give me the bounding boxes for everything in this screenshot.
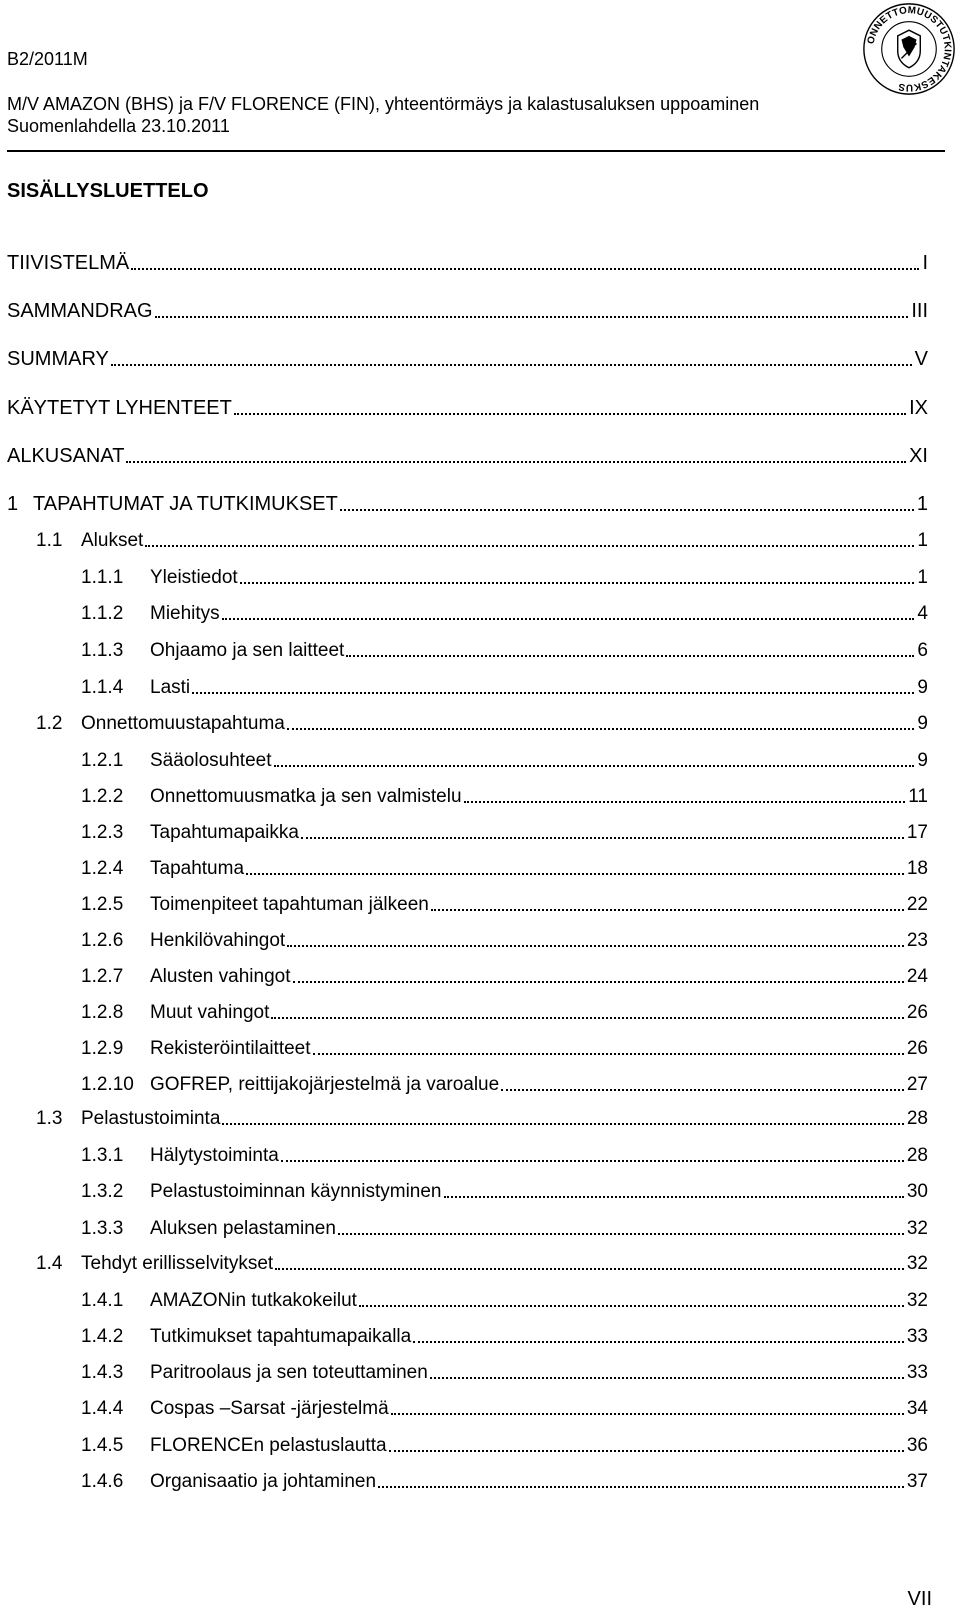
toc-entry-label: Onnettomuustapahtuma bbox=[81, 713, 285, 734]
dot-leader bbox=[430, 1377, 904, 1379]
dot-leader bbox=[340, 509, 914, 511]
toc-entry[interactable] bbox=[0, 567, 960, 593]
toc-entry-page: 33 bbox=[906, 1326, 928, 1347]
toc-entry-number: 1.3 bbox=[36, 1108, 63, 1129]
agency-seal-logo bbox=[862, 2, 956, 96]
toc-entry-line bbox=[150, 677, 928, 699]
toc-entry-line bbox=[150, 1038, 928, 1060]
dot-leader bbox=[281, 1160, 904, 1162]
dot-leader bbox=[126, 461, 906, 463]
toc-entry-line bbox=[150, 966, 928, 988]
toc-entry-page: 9 bbox=[917, 713, 928, 734]
toc-entry[interactable] bbox=[0, 1145, 960, 1171]
report-code: B2/2011M bbox=[7, 49, 88, 69]
toc-entry[interactable] bbox=[0, 603, 960, 629]
toc-entry-label: Alusten vahingot bbox=[150, 966, 291, 987]
dot-leader bbox=[346, 655, 914, 657]
toc-entry-number: 1.2.8 bbox=[81, 1002, 124, 1023]
toc-entry-number: 1.4.3 bbox=[81, 1362, 124, 1383]
toc-entry[interactable] bbox=[0, 300, 960, 326]
dot-leader bbox=[338, 1233, 904, 1235]
toc-entry-label: SUMMARY bbox=[7, 348, 109, 370]
toc-entry[interactable] bbox=[0, 493, 960, 519]
toc-entry-line bbox=[150, 750, 928, 772]
toc-entry-number: 1.4.2 bbox=[81, 1326, 124, 1347]
toc-entry-number: 1.1.1 bbox=[81, 567, 124, 588]
toc-entry-label: TIIVISTELMÄ bbox=[7, 252, 130, 274]
toc-entry[interactable] bbox=[0, 1074, 960, 1100]
toc-entry[interactable] bbox=[0, 252, 960, 278]
toc-entry[interactable] bbox=[0, 1398, 960, 1424]
toc-entry-label: GOFREP, reittijakojärjestelmä ja varoalue bbox=[150, 1074, 500, 1095]
toc-entry-line bbox=[150, 858, 928, 880]
dot-leader bbox=[431, 909, 904, 911]
toc-entry-number: 1.2.6 bbox=[81, 930, 124, 951]
toc-entry[interactable] bbox=[0, 677, 960, 703]
toc-entry-number: 1.1.3 bbox=[81, 640, 124, 661]
toc-entry-label: Organisaatio ja johtaminen bbox=[150, 1471, 377, 1492]
toc-entry[interactable] bbox=[0, 1218, 960, 1244]
toc-entry-number: 1.3.3 bbox=[81, 1218, 124, 1239]
toc-entry-line bbox=[81, 713, 928, 735]
dot-leader bbox=[464, 801, 906, 803]
toc-entry-label: Yleistiedot bbox=[150, 567, 238, 588]
toc-entry[interactable] bbox=[0, 1002, 960, 1028]
toc-entry-label: TAPAHTUMAT JA TUTKIMUKSET bbox=[33, 493, 338, 515]
dot-leader bbox=[359, 1305, 904, 1307]
dot-leader bbox=[287, 945, 904, 947]
toc-entry-label: Paritroolaus ja sen toteuttaminen bbox=[150, 1362, 428, 1383]
toc-entry-page: 22 bbox=[906, 894, 928, 915]
toc-entry-line bbox=[7, 445, 928, 468]
toc-entry-page: 9 bbox=[917, 750, 928, 771]
toc-entry-number: 1.4.1 bbox=[81, 1290, 124, 1311]
dot-leader bbox=[313, 1053, 904, 1055]
toc-entry-line bbox=[150, 1471, 928, 1493]
toc-entry-page: 26 bbox=[906, 1038, 928, 1059]
toc-entry-page: 11 bbox=[908, 786, 928, 807]
toc-entry-line bbox=[150, 567, 928, 589]
toc-entry-line bbox=[150, 1218, 928, 1240]
dot-leader bbox=[378, 1486, 904, 1488]
toc-entry-page: 36 bbox=[906, 1435, 928, 1456]
toc-entry-label: Tapahtuma bbox=[150, 858, 245, 879]
toc-entry-line bbox=[33, 493, 928, 516]
toc-entry[interactable] bbox=[0, 1108, 960, 1134]
toc-entry-label: Aluksen pelastaminen bbox=[150, 1218, 336, 1239]
toc-entry-line bbox=[7, 300, 928, 323]
toc-entry[interactable] bbox=[0, 1290, 960, 1316]
toc-entry-number: 1.2 bbox=[36, 713, 63, 734]
toc-entry-number: 1.4.4 bbox=[81, 1398, 124, 1419]
dot-leader bbox=[391, 1413, 904, 1415]
toc-entry-label: Rekisteröintilaitteet bbox=[150, 1038, 311, 1059]
toc-entry[interactable] bbox=[0, 750, 960, 776]
toc-entry[interactable] bbox=[0, 1253, 960, 1279]
toc-entry-line bbox=[150, 640, 928, 662]
toc-entry-line bbox=[81, 1253, 928, 1275]
toc-entry-label: Ohjaamo ja sen laitteet bbox=[150, 640, 345, 661]
toc-entry[interactable] bbox=[0, 713, 960, 739]
toc-entry-line bbox=[150, 1362, 928, 1384]
toc-entry-label: Pelastustoiminnan käynnistyminen bbox=[150, 1181, 442, 1202]
toc-entry-number: 1.2.7 bbox=[81, 966, 124, 987]
toc-entry-label: Alukset bbox=[81, 530, 144, 551]
toc-entry-page: 18 bbox=[906, 858, 928, 879]
dot-leader bbox=[246, 873, 904, 875]
report-title-line-2: Suomenlahdella 23.10.2011 bbox=[7, 116, 230, 136]
toc-entry-line bbox=[150, 822, 928, 844]
toc-entry-line bbox=[150, 930, 928, 952]
toc-entry-page: 27 bbox=[906, 1074, 928, 1095]
toc-entry-number: 1.4.5 bbox=[81, 1435, 124, 1456]
toc-entry-page: 9 bbox=[917, 677, 928, 698]
dot-leader bbox=[222, 618, 915, 620]
toc-entry[interactable] bbox=[0, 966, 960, 992]
dot-leader bbox=[155, 316, 909, 318]
toc-entry-number: 1.2.3 bbox=[81, 822, 124, 843]
toc-entry-page: 1 bbox=[917, 567, 928, 588]
toc-entry-page: 32 bbox=[906, 1253, 928, 1274]
toc-entry-number: 1.2.9 bbox=[81, 1038, 124, 1059]
toc-entry[interactable] bbox=[0, 348, 960, 374]
toc-entry-line bbox=[150, 894, 928, 916]
toc-entry-line bbox=[7, 252, 928, 275]
toc-entry-line bbox=[7, 348, 928, 371]
dot-leader bbox=[234, 413, 906, 415]
toc-entry-label: Pelastustoiminta bbox=[81, 1108, 221, 1129]
toc-entry-page: 26 bbox=[906, 1002, 928, 1023]
toc-entry[interactable] bbox=[0, 530, 960, 556]
toc-entry-number: 1.2.2 bbox=[81, 786, 124, 807]
dot-leader bbox=[274, 765, 915, 767]
toc-title: SISÄLLYSLUETTELO bbox=[7, 180, 209, 202]
toc-entry-label: Muut vahingot bbox=[150, 1002, 270, 1023]
toc-entry-number: 1.3.2 bbox=[81, 1181, 124, 1202]
toc-entry[interactable] bbox=[0, 822, 960, 848]
toc-entry-page: XI bbox=[909, 445, 928, 467]
toc-entry-line bbox=[150, 1074, 928, 1096]
toc-entry-label: Henkilövahingot bbox=[150, 930, 286, 951]
toc-entry-number: 1.2.10 bbox=[81, 1074, 134, 1095]
toc-entry-label: KÄYTETYT LYHENTEET bbox=[7, 397, 232, 419]
toc-entry-page: I bbox=[922, 252, 928, 274]
toc-entry[interactable] bbox=[0, 640, 960, 666]
toc-entry-number: 1.2.1 bbox=[81, 750, 124, 771]
toc-entry-line bbox=[7, 397, 928, 420]
toc-entry-page: 17 bbox=[906, 822, 928, 843]
toc-entry-page: 24 bbox=[906, 966, 928, 987]
toc-entry-page: 23 bbox=[906, 930, 928, 951]
toc-entry-number: 1.1.4 bbox=[81, 677, 124, 698]
toc-entry-number: 1.4 bbox=[36, 1253, 63, 1274]
toc-entry[interactable] bbox=[0, 1435, 960, 1461]
toc-entry-line bbox=[150, 786, 928, 808]
toc-entry-label: AMAZONin tutkakokeilut bbox=[150, 1290, 357, 1311]
toc-entry-page: 1 bbox=[916, 493, 928, 515]
page-number: VII bbox=[907, 1588, 932, 1610]
toc-entry-label: Hälytystoiminta bbox=[150, 1145, 279, 1166]
dot-leader bbox=[145, 545, 914, 547]
toc-entry-page: 6 bbox=[917, 640, 928, 661]
dot-leader bbox=[293, 981, 904, 983]
toc-entry-page: 37 bbox=[906, 1471, 928, 1492]
toc-entry[interactable] bbox=[0, 1038, 960, 1064]
toc-entry-line bbox=[81, 530, 928, 552]
toc-entry-number: 1.4.6 bbox=[81, 1471, 124, 1492]
toc-entry-number: 1.3.1 bbox=[81, 1145, 124, 1166]
toc-entry-line bbox=[150, 1326, 928, 1348]
toc-entry-page: V bbox=[914, 348, 928, 370]
toc-entry-page: 32 bbox=[906, 1218, 928, 1239]
dot-leader bbox=[275, 1268, 904, 1270]
dot-leader bbox=[301, 837, 904, 839]
toc-entry-number: 1 bbox=[7, 493, 19, 515]
report-title-line-1: M/V AMAZON (BHS) ja F/V FLORENCE (FIN), yhteentörmäys ja kalastusaluksen uppoaminen bbox=[7, 94, 760, 114]
toc-entry-line bbox=[150, 1398, 928, 1420]
toc-entry-page: 33 bbox=[906, 1362, 928, 1383]
toc-entry-page: 28 bbox=[906, 1108, 928, 1129]
dot-leader bbox=[192, 692, 914, 694]
toc-entry[interactable] bbox=[0, 445, 960, 471]
toc-entry-label: Sääolosuhteet bbox=[150, 750, 272, 771]
toc-entry-label: SAMMANDRAG bbox=[7, 300, 153, 322]
toc-entry-page: 32 bbox=[906, 1290, 928, 1311]
toc-entry[interactable] bbox=[0, 858, 960, 884]
toc-entry-number: 1.2.4 bbox=[81, 858, 124, 879]
toc-entry-label: Cospas –Sarsat -järjestelmä bbox=[150, 1398, 389, 1419]
toc-entry[interactable] bbox=[0, 894, 960, 920]
dot-leader bbox=[271, 1017, 904, 1019]
toc-entry-label: Toimenpiteet tapahtuman jälkeen bbox=[150, 894, 429, 915]
toc-entry-line bbox=[150, 1145, 928, 1167]
toc-entry-page: 1 bbox=[917, 530, 928, 551]
toc-entry-label: Tutkimukset tapahtumapaikalla bbox=[150, 1326, 412, 1347]
toc-entry-line bbox=[150, 1002, 928, 1024]
svg-text:ONNETTOMUUSTUTKINTAKESKUS: ONNETTOMUUSTUTKINTAKESKUS bbox=[865, 5, 953, 93]
toc-entry[interactable] bbox=[0, 1181, 960, 1207]
toc-entry-number: 1.1.2 bbox=[81, 603, 124, 624]
toc-entry[interactable] bbox=[0, 1362, 960, 1388]
toc-entry[interactable] bbox=[0, 786, 960, 812]
toc-entry-label: FLORENCEn pelastuslautta bbox=[150, 1435, 387, 1456]
toc-entry-line bbox=[150, 1181, 928, 1203]
toc-entry-page: III bbox=[911, 300, 928, 322]
dot-leader bbox=[240, 582, 915, 584]
toc-entry-line bbox=[150, 603, 928, 625]
dot-leader bbox=[389, 1450, 904, 1452]
dot-leader bbox=[413, 1341, 904, 1343]
toc-entry-page: 30 bbox=[906, 1181, 928, 1202]
toc-entry-label: Tehdyt erillisselvitykset bbox=[81, 1253, 274, 1274]
toc-entry-label: ALKUSANAT bbox=[7, 445, 125, 467]
toc-entry-line bbox=[81, 1108, 928, 1130]
toc-entry-label: Lasti bbox=[150, 677, 191, 698]
toc-entry[interactable] bbox=[0, 1326, 960, 1352]
toc-entry-page: 28 bbox=[906, 1145, 928, 1166]
toc-entry-line bbox=[150, 1435, 928, 1457]
toc-entry-page: IX bbox=[909, 397, 928, 419]
toc-entry-label: Onnettomuusmatka ja sen valmistelu bbox=[150, 786, 462, 807]
header-rule bbox=[7, 150, 945, 152]
dot-leader bbox=[444, 1196, 904, 1198]
toc-entry[interactable] bbox=[0, 1471, 960, 1497]
toc-entry-page: 4 bbox=[917, 603, 928, 624]
toc-entry-number: 1.1 bbox=[36, 530, 63, 551]
toc-entry-label: Tapahtumapaikka bbox=[150, 822, 299, 843]
dot-leader bbox=[287, 728, 915, 730]
toc-entry-label: Miehitys bbox=[150, 603, 220, 624]
toc-entry-page: 34 bbox=[906, 1398, 928, 1419]
toc-entry[interactable] bbox=[0, 397, 960, 423]
toc-entry-line bbox=[150, 1290, 928, 1312]
dot-leader bbox=[501, 1089, 904, 1091]
dot-leader bbox=[222, 1123, 903, 1125]
dot-leader bbox=[131, 268, 919, 270]
toc-entry-number: 1.2.5 bbox=[81, 894, 124, 915]
toc-entry[interactable] bbox=[0, 930, 960, 956]
dot-leader bbox=[111, 364, 912, 366]
